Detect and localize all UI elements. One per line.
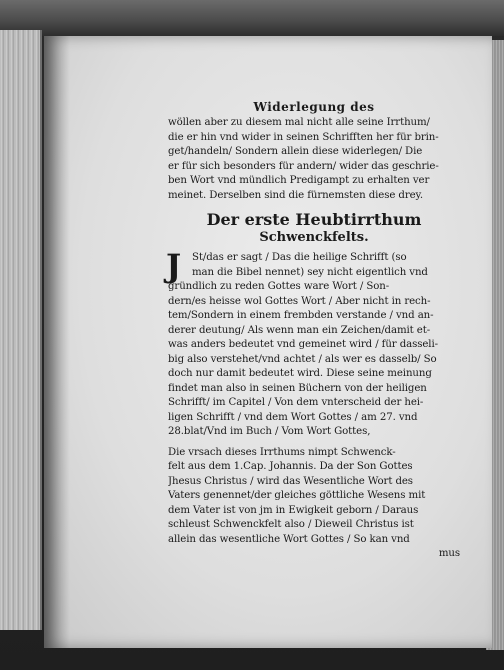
- text-line: big also verstehet/vnd achtet / als wer es dasselb/ So: [168, 353, 437, 365]
- text-line: dem Vater ist von jm in Ewigkeit geborn / Daraus: [168, 504, 419, 516]
- text-line: get/handeln/ Sondern allein diese widerlegen/ Die: [168, 146, 423, 157]
- text-line: St/das er sagt / Das die heilige Schrifft (so: [192, 252, 407, 263]
- text-line: gründlich zu reden Gottes ware Wort / Son-: [168, 281, 390, 292]
- text-line: was anders bedeutet vnd gemeinet wird / für dasseli-: [168, 339, 438, 350]
- page-edges-left: [0, 30, 42, 630]
- text-line: tem/Sondern in einem frembden verstande / vnd an-: [168, 310, 434, 321]
- text-line: wöllen aber zu diesem mal nicht alle seine Irrthum/: [168, 117, 430, 128]
- first-paragraph: [166, 247, 460, 440]
- text-line: findet man also in seinen Büchern von der heiligen: [168, 382, 427, 394]
- text-line: er für sich besonders für andern/ wider das geschrie-: [168, 160, 439, 172]
- text-line: schleust Schwenckfelt also / Dieweil Christus ist: [168, 519, 414, 530]
- section-heading: [168, 211, 460, 247]
- text-line: die er hin vnd wider in seinen Schrifften her für brin-: [168, 131, 439, 143]
- intro-paragraph: [168, 116, 460, 203]
- running-head: Widerlegung des: [253, 100, 375, 114]
- text-line: derer deutung/ Als wenn man ein Zeichen/damit et-: [168, 324, 431, 336]
- second-paragraph: [168, 446, 460, 562]
- text-line: 28.blat/Vnd im Buch / Vom Wort Gottes,: [168, 426, 371, 437]
- drop-initial: J: [166, 247, 182, 285]
- page-text: [168, 100, 460, 562]
- text-line: dern/es heisse wol Gottes Wort / Aber nicht in rech-: [168, 295, 431, 307]
- heading-main: Der erste Heubtirrthum: [206, 210, 422, 229]
- catchword: mus: [438, 548, 460, 559]
- text-line: Jhesus Christus / wird das Wesentliche Wort des: [168, 475, 413, 487]
- text-line: allein das wesentliche Wort Gottes / So kan vnd: [168, 533, 410, 545]
- text-line: felt aus dem 1.Cap. Johannis. Da der Son Gottes: [168, 461, 413, 472]
- text-line: ligen Schrifft / vnd dem Wort Gottes / am 27. vnd: [168, 411, 418, 423]
- text-line: man die Bibel nennet) sey nicht eigentlich vnd: [192, 266, 428, 278]
- text-line: meinet. Derselben sind die fürnemsten diese drey.: [168, 189, 423, 201]
- page-gutter-shadow: [44, 36, 70, 648]
- text-line: Vaters genennet/der gleiches göttliche Wesens mit: [168, 490, 426, 501]
- text-line: Schrifft/ im Capitel / Von dem vnterscheid der hei-: [168, 397, 424, 408]
- text-line: Die vrsach dieses Irrthums nimpt Schwenck-: [168, 446, 396, 458]
- text-line: doch nur damit bedeutet wird. Diese seine meinung: [168, 368, 432, 379]
- text-line: ben Wort vnd mündlich Predigampt zu erhalten ver: [168, 175, 430, 186]
- heading-sub: Schwenckfelts.: [259, 230, 369, 245]
- book-cover-top: [0, 0, 504, 36]
